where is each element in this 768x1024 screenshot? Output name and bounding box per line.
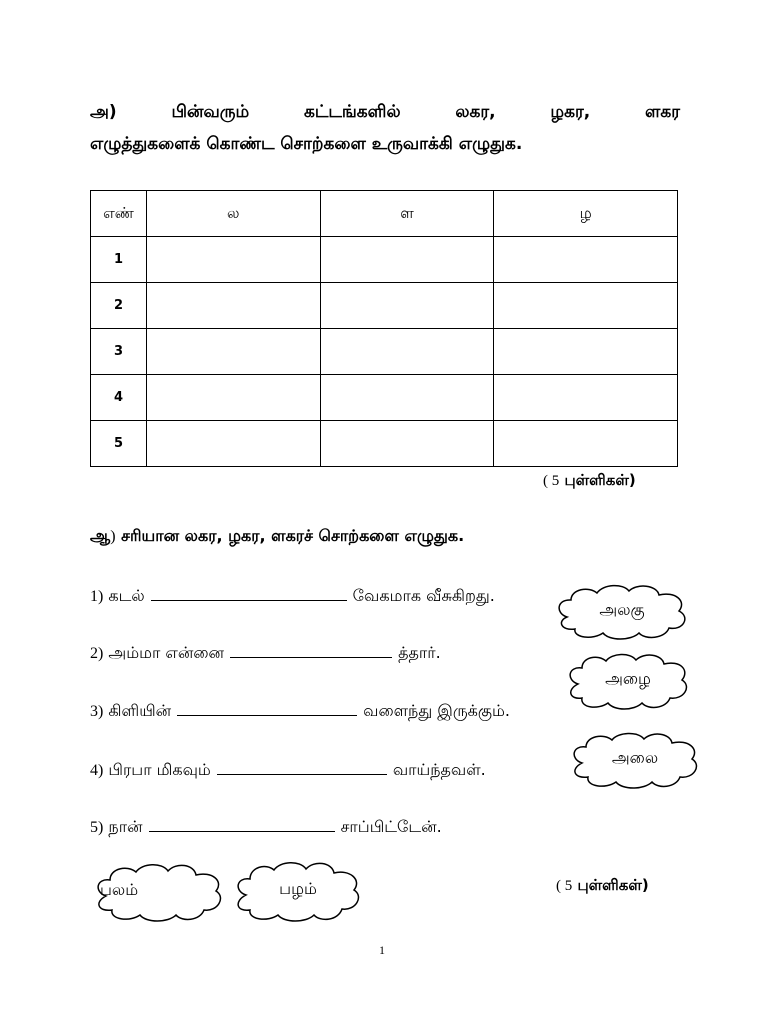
word-cloud	[92, 862, 228, 924]
instruction-word: லகர,	[455, 102, 496, 122]
row-number: 3	[91, 329, 147, 375]
answer-cell[interactable]	[494, 375, 678, 421]
answer-blank[interactable]	[151, 586, 347, 601]
row-number: 2	[91, 283, 147, 329]
answer-blank[interactable]	[230, 643, 392, 658]
word-cloud	[568, 731, 702, 791]
row-number: 4	[91, 375, 147, 421]
sentence-1	[90, 586, 495, 607]
table-row	[91, 421, 678, 467]
answer-cell[interactable]	[146, 329, 320, 375]
page-number: 1	[379, 943, 385, 957]
header-la: ல	[146, 191, 320, 237]
cloud-word: அலகு	[599, 600, 645, 619]
points-label: புள்ளிகள்)	[564, 471, 636, 489]
row-number: 1	[91, 237, 147, 283]
instruction-word: ழகர,	[550, 102, 591, 122]
answer-cell[interactable]	[494, 283, 678, 329]
points-open: ( 5	[543, 473, 560, 489]
sentence-number: 5)	[90, 819, 104, 836]
header-number: எண்	[91, 191, 147, 237]
instruction-line-2: எழுத்துகளைக் கொண்ட சொற்களை உருவாக்கி எழுதுக.	[90, 134, 523, 154]
section-b-title: சரியான லகர, ழகர, ளகரச் சொற்களை எழுதுக.	[121, 526, 465, 545]
answer-cell[interactable]	[146, 421, 320, 467]
answer-cell[interactable]	[320, 329, 494, 375]
sentence-text: பிரபா மிகவும்	[108, 760, 211, 779]
header-zha: ழ	[494, 191, 678, 237]
sentence-text: கிளியின்	[108, 701, 172, 720]
word-cloud	[564, 652, 692, 712]
sentence-3	[90, 701, 510, 722]
points-b	[556, 876, 649, 896]
table-row	[91, 329, 678, 375]
answer-cell[interactable]	[146, 283, 320, 329]
cloud-word: அழை	[605, 669, 651, 688]
points-open: ( 5	[556, 878, 573, 894]
sentence-text: சாப்பிட்டேன்.	[340, 817, 442, 836]
sentence-text: நான்	[108, 817, 143, 836]
section-b-marker: ஆ	[90, 526, 111, 545]
row-number: 5	[91, 421, 147, 467]
header-lla: ள	[320, 191, 494, 237]
sentence-text: வளைந்து இருக்கும்.	[363, 701, 510, 720]
cloud-word: அலை	[611, 748, 659, 767]
sentence-number: 3)	[90, 703, 104, 720]
answer-blank[interactable]	[217, 760, 387, 775]
answer-cell[interactable]	[320, 375, 494, 421]
points-label: புள்ளிகள்)	[577, 876, 649, 894]
section-a-instruction	[90, 96, 680, 160]
section-a-marker: அ)	[90, 102, 117, 122]
answer-cell[interactable]	[146, 375, 320, 421]
sentence-text: கடல்	[108, 586, 145, 605]
sentence-text: வேகமாக வீசுகிறது.	[352, 586, 495, 605]
sentence-text: அம்மா என்னை	[108, 643, 225, 662]
section-b-instruction	[90, 526, 464, 547]
table-row	[91, 283, 678, 329]
sentence-number: 2)	[90, 645, 104, 662]
answer-cell[interactable]	[494, 329, 678, 375]
section-b-paren: )	[110, 528, 116, 545]
sentence-number: 4)	[90, 762, 104, 779]
table-row	[91, 237, 678, 283]
sentence-number: 1)	[90, 588, 104, 605]
table-header-row	[91, 191, 678, 237]
sentence-text: வாய்ந்தவள்.	[392, 760, 486, 779]
points-a	[543, 471, 636, 491]
sentence-5	[90, 817, 442, 838]
answer-cell[interactable]	[320, 421, 494, 467]
answer-blank[interactable]	[149, 817, 335, 832]
sentence-4	[90, 760, 486, 781]
cloud-word: பழம்	[279, 879, 317, 898]
cloud-word: பலம்	[100, 880, 139, 899]
sentence-2	[90, 643, 441, 664]
instruction-word: பின்வரும்	[171, 102, 250, 122]
answer-cell[interactable]	[494, 421, 678, 467]
instruction-word: கட்டங்களில்	[303, 102, 401, 122]
word-cloud	[553, 583, 691, 641]
answer-cell[interactable]	[494, 237, 678, 283]
answer-blank[interactable]	[177, 701, 357, 716]
answer-cell[interactable]	[320, 237, 494, 283]
sentence-text: த்தார்.	[398, 643, 441, 662]
instruction-word: ளகர	[645, 102, 680, 122]
table-row	[91, 375, 678, 421]
answer-table	[90, 190, 678, 467]
answer-cell[interactable]	[320, 283, 494, 329]
word-cloud	[232, 860, 364, 924]
answer-cell[interactable]	[146, 237, 320, 283]
